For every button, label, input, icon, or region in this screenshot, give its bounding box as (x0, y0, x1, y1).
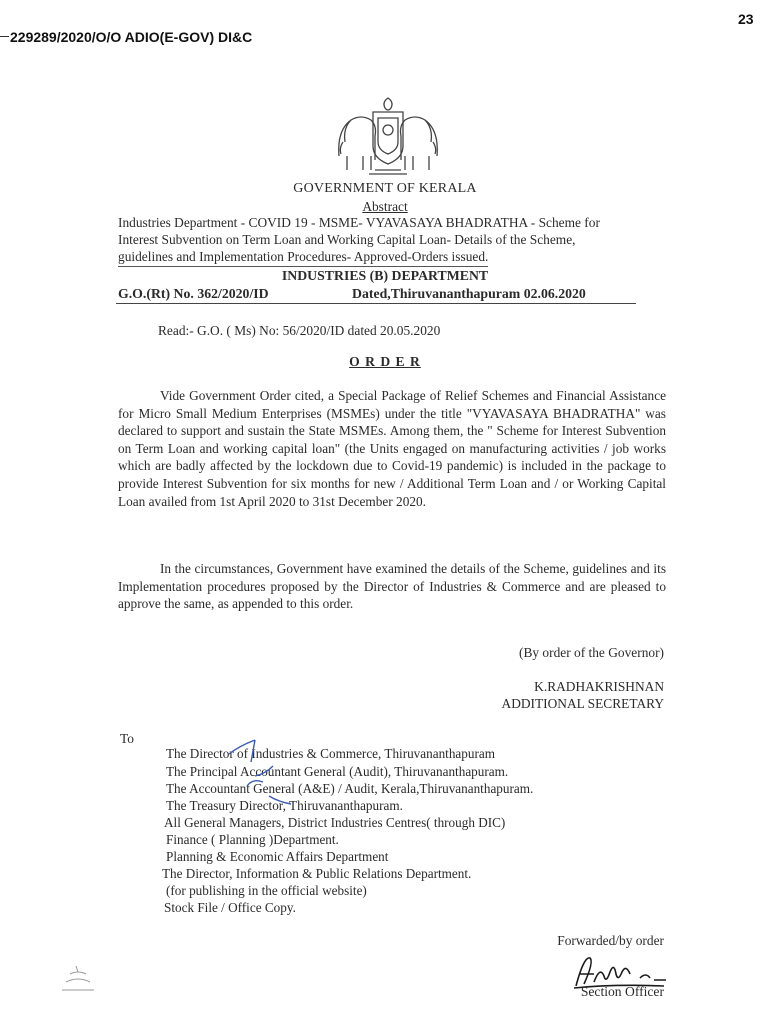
order-paragraph-1: Vide Government Order cited, a Special Package of Relief Schemes and Financial Assistance for Micro Small Medium Enterprises (MSMEs) under the title "VYAVASAYA BHADRATHA" was declared to support and sustain the State MSMEs. Among them, the " Scheme for Interest Subvention on Term Loan and working capital loan" (the Units engaged on manufacturing activities / job works which are badly affected by the lockdown due to Covid-19 pandemic) is included in the package to provide Interest Subvention for six months for new / Additional Term Loan and / or Working Capital Loan availed from 1st April 2020 to 31st December 2020. (118, 388, 666, 509)
subject-line-2: Interest Subvention on Term Loan and Working Capital Loan- Details of the Scheme, (118, 232, 576, 247)
by-order-of-governor: (By order of the Governor) (518, 645, 664, 660)
recipient-item: The Director of Industries & Commerce, Thiruvananthapuram (166, 746, 495, 761)
kerala-emblem-icon (333, 94, 443, 176)
read-reference: Read:- G.O. ( Ms) No: 56/2020/ID dated 20.05.2020 (158, 323, 441, 338)
signatory-name: K.RADHAKRISHNAN (534, 679, 664, 694)
signatory-title: ADDITIONAL SECRETARY (501, 696, 664, 711)
subject-line-3: guidelines and Implementation Procedures- Approved-Orders issued. (118, 249, 488, 267)
order-paragraph-2: In the circumstances, Government have examined the details of the Scheme, guidelines and its Implementation procedures proposed by the Director of Industries & Commerce and are pleased to approve the same, as appended to this order. (118, 561, 666, 612)
header-rule (116, 303, 636, 304)
file-reference: 229289/2020/O/O ADIO(E-GOV) DI&C (10, 29, 253, 45)
recipient-item: Planning & Economic Affairs Department (166, 849, 389, 864)
recipient-item: The Principal Accountant General (Audit), Thiruvananthapuram. (166, 764, 509, 779)
ink-tick-marks (215, 736, 325, 816)
margin-tick (0, 36, 9, 37)
faint-stamp-mark-icon (58, 962, 98, 994)
department-name: INDUSTRIES (B) DEPARTMENT (281, 268, 489, 283)
to-label: To (120, 731, 134, 746)
recipient-item: The Director, Information & Public Relations Department. (162, 866, 472, 881)
recipient-item: Finance ( Planning )Department. (166, 832, 339, 847)
government-title: GOVERNMENT OF KERALA (293, 181, 477, 196)
recipient-item: Stock File / Office Copy. (164, 900, 296, 915)
forwarded-by-order: Forwarded/by order (557, 933, 664, 948)
go-number: G.O.(Rt) No. 362/2020/ID (118, 286, 269, 301)
subject-line-1: Industries Department - COVID 19 - MSME- VYAVASAYA BHADRATHA - Scheme for (118, 215, 600, 230)
recipient-item: (for publishing in the official website) (166, 883, 367, 898)
page-number: 23 (738, 11, 754, 27)
recipient-item: The Treasury Director, Thiruvananthapuram. (166, 798, 403, 813)
recipient-item: All General Managers, District Industries Centres( through DIC) (164, 815, 506, 830)
order-title: O R D E R (349, 354, 421, 369)
section-officer-label: Section Officer (580, 984, 664, 999)
go-date: Dated,Thiruvananthapuram 02.06.2020 (352, 286, 586, 301)
recipient-item: The Accountant General (A&E) / Audit, Kerala,Thiruvananthapuram. (166, 781, 534, 796)
abstract-label: Abstract (362, 199, 408, 214)
